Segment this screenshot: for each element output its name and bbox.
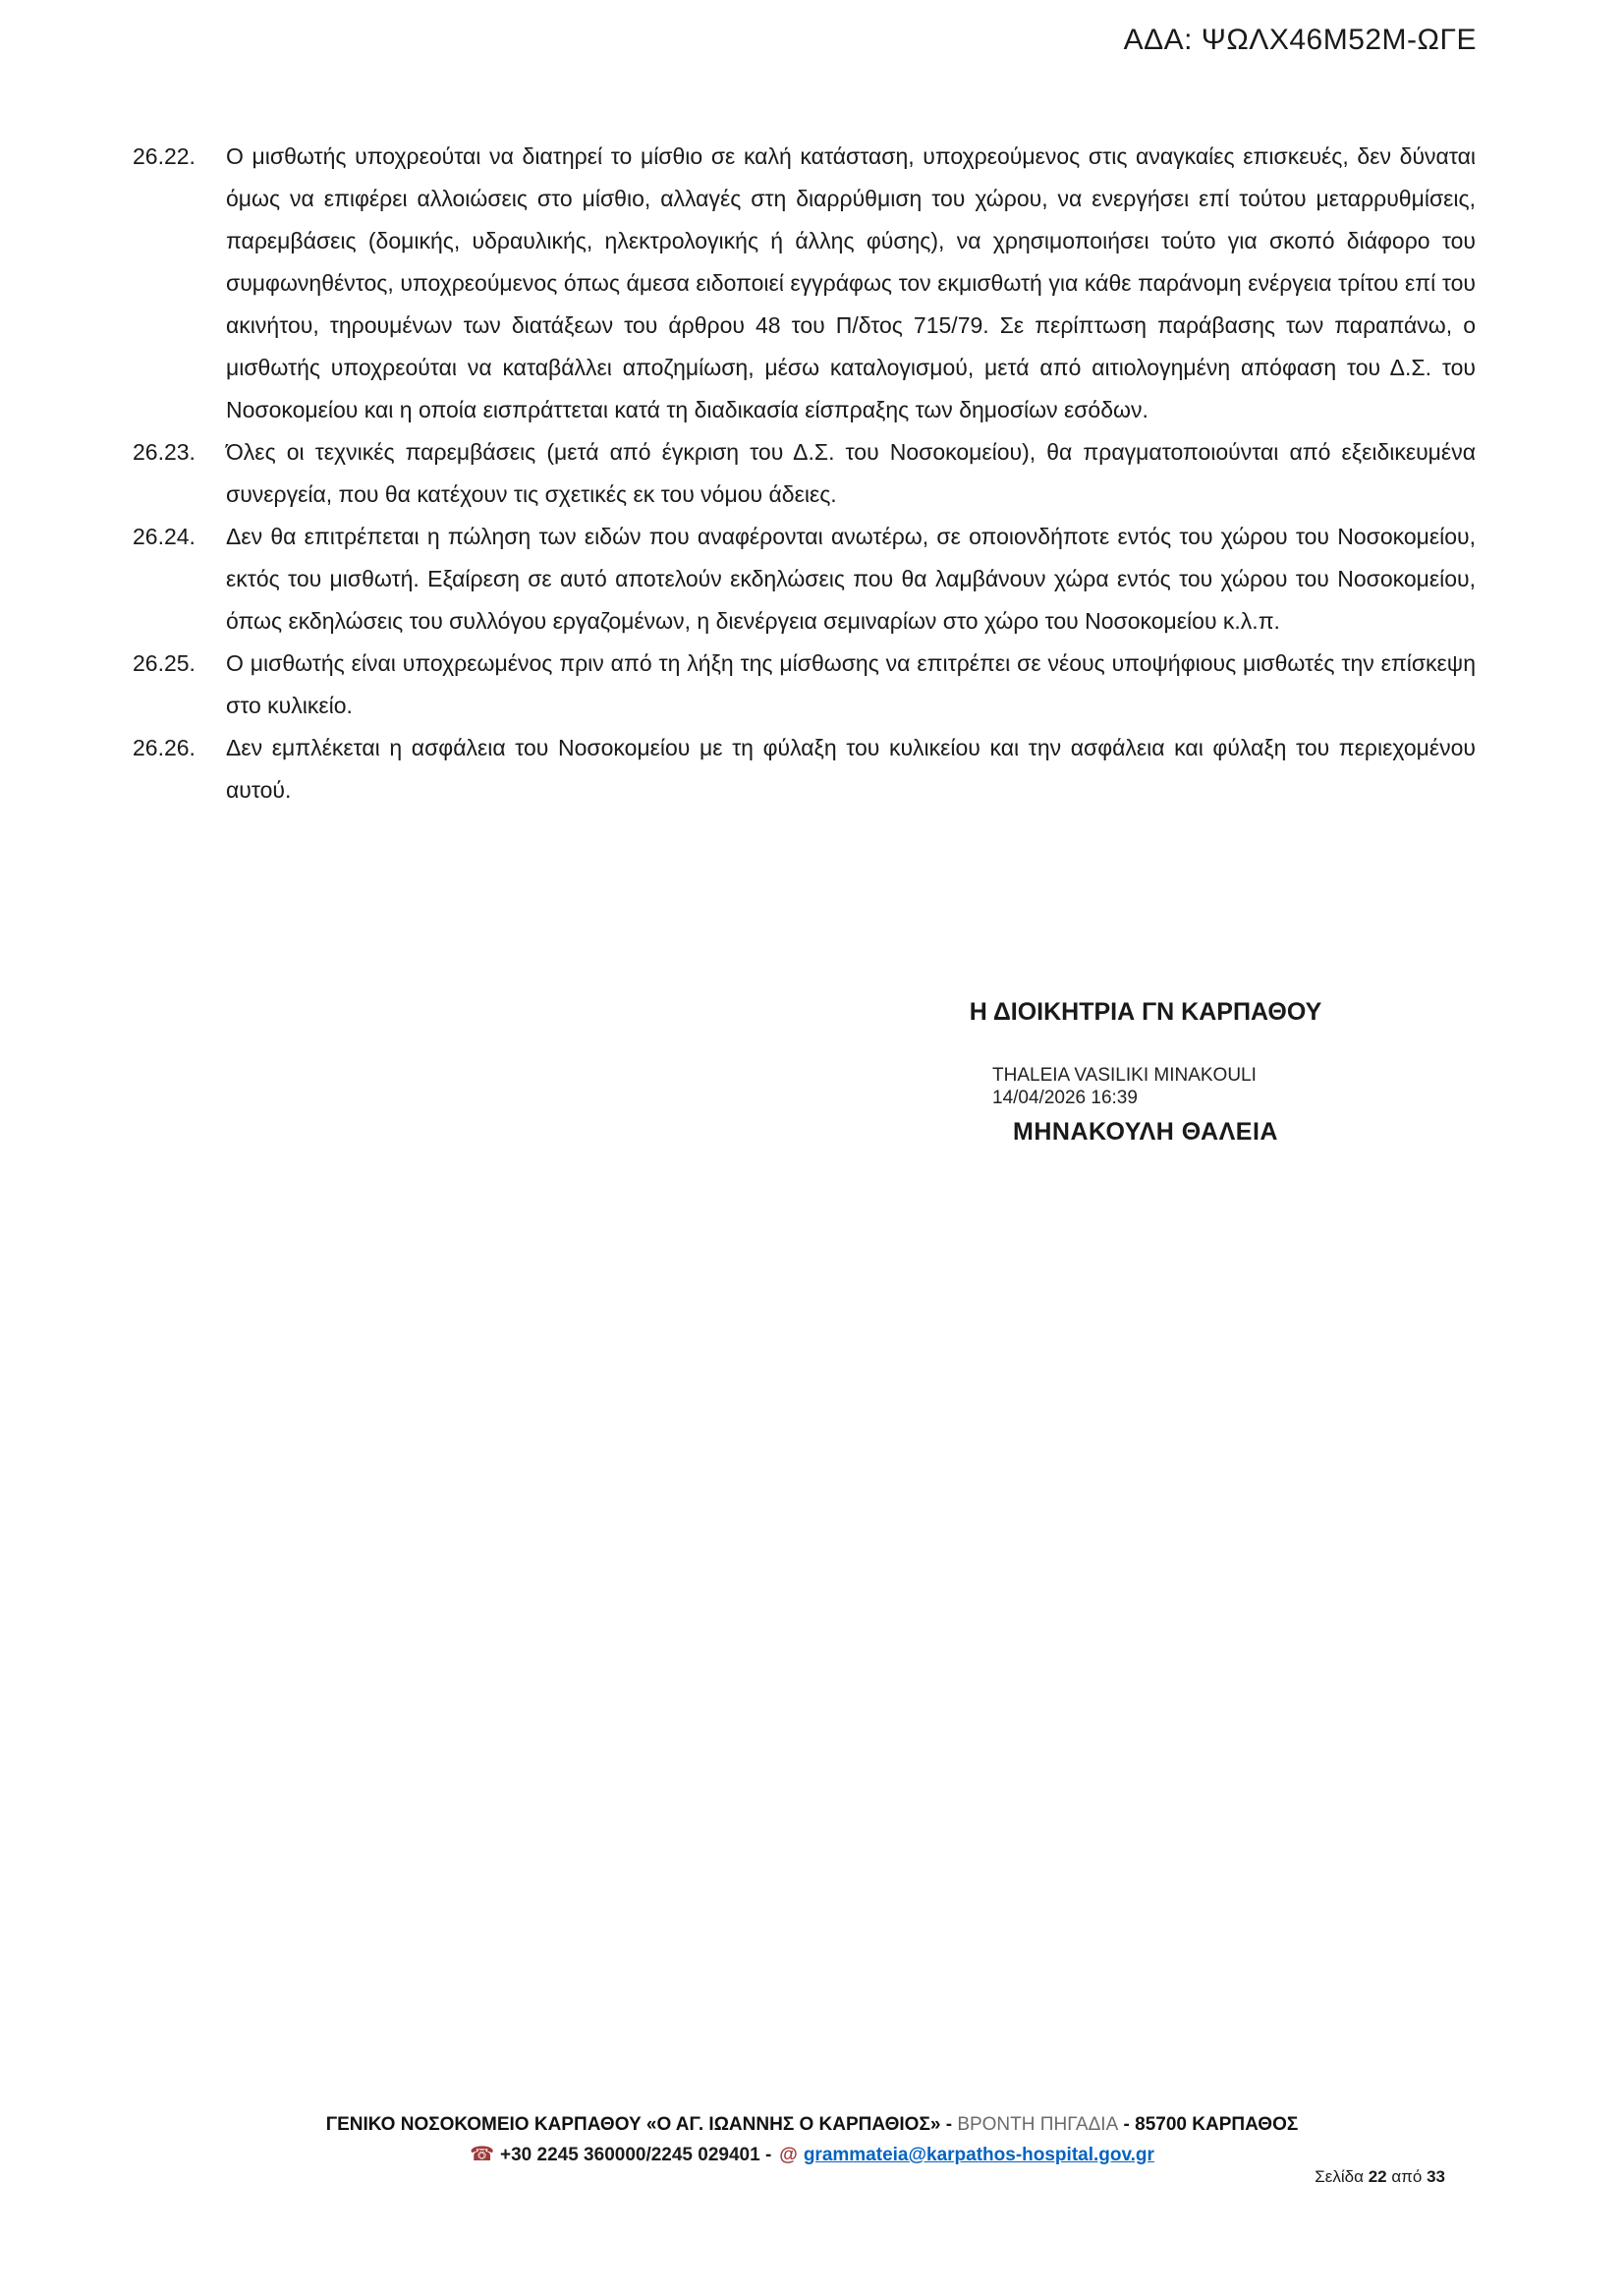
clause-text: Ο μισθωτής υποχρεούται να διατηρεί το μίσθιο σε καλή κατάσταση, υποχρεούμενος στις αναγκαίες επισκευές, δεν δύναται όμως να επιφέρει αλλοιώσεις στο μίσθιο, αλλαγές στη διαρρύθμιση του χώρου, να ενεργήσει επί τούτου μεταρρυθμίσεις, παρεμβάσεις (δομικής, υδραυλικής, ηλεκτρολογικής ή άλλης φύσης), να χρησιμοποιήσει τούτο για σκοπό διάφορο του συμφωνηθέντος, υποχρεούμενος όπως άμεσα ειδοποιεί εγγράφως τον εκμισθωτή για κάθε παράνομη ενέργεια τρίτου επί του ακινήτου, τηρουμένων των διατάξεων του άρθρου 48 του Π/δτος 715/79. Σε περίπτωση παράβασης των παραπάνω, ο μισθωτής υποχρεούται να καταβάλλει αποζημίωση, μέσω καταλογισμού, μετά από αιτιολογημένη απόφαση του Δ.Σ. του Νοσοκομείου και η οποία εισπράττεται κατά τη διαδικασία είσπραξης των δημοσίων εσόδων. xyxy=(226,143,1476,422)
signature-datetime: 14/04/2026 16:39 xyxy=(992,1088,1138,1108)
clause-26-26 xyxy=(133,727,1476,812)
clause-number: 26.24. xyxy=(133,524,196,549)
clause-number: 26.25. xyxy=(133,650,196,676)
page-label: Σελίδα xyxy=(1315,2167,1369,2186)
ada-code-header: ΑΔΑ: ΨΩΛΧ46Μ52Μ-ΩΓΕ xyxy=(1123,24,1477,56)
hospital-location: ΒΡΟΝΤΗ ΠΗΓΑΔΙΑ xyxy=(957,2114,1119,2135)
clause-26-24 xyxy=(133,516,1476,643)
clause-text: Δεν θα επιτρέπεται η πώληση των ειδών που αναφέρονται ανωτέρω, σε οποιονδήποτε εντός του χώρου του Νοσοκομείου, εκτός του μισθωτή. Εξαίρεση σε αυτό αποτελούν εκδηλώσεις που θα λαμβάνουν χώρα εντός του χώρου του Νοσοκομείου, όπως εκδηλώσεις του συλλόγου εργαζομένων, η διενέργεια σεμιναρίων στο χώρο του Νοσοκομείου κ.λ.π. xyxy=(226,524,1476,634)
phone-icon: ☎ xyxy=(470,2144,494,2165)
clause-text: Ο μισθωτής είναι υποχρεωμένος πριν από τη λήξη της μίσθωσης να επιτρέπει σε νέους υποψήφιους μισθωτές την επίσκεψη στο κυλικείο. xyxy=(226,650,1476,718)
page-of-label: από xyxy=(1386,2167,1428,2186)
clause-number: 26.22. xyxy=(133,143,196,169)
page-number xyxy=(1315,2167,1445,2187)
page-current: 22 xyxy=(1368,2167,1387,2186)
clause-text: Δεν εμπλέκεται η ασφάλεια του Νοσοκομείου με τη φύλαξη του κυλικείου και την ασφάλεια και φύλαξη του περιεχομένου αυτού. xyxy=(226,735,1476,803)
at-icon: @ xyxy=(779,2145,798,2165)
email-link[interactable]: grammateia@karpathos-hospital.gov.gr xyxy=(803,2145,1154,2165)
separator: - xyxy=(940,2114,958,2135)
clause-26-22 xyxy=(133,136,1476,431)
signer-role-title: Η ΔΙΟΙΚΗΤΡΙΑ ΓΝ ΚΑΡΠΑΘΟΥ xyxy=(969,998,1322,1026)
hospital-postal: 85700 ΚΑΡΠΑΘΟΣ xyxy=(1135,2114,1299,2135)
page-footer xyxy=(0,2110,1624,2170)
clause-number: 26.26. xyxy=(133,735,196,760)
clause-number: 26.23. xyxy=(133,439,196,465)
signature-block xyxy=(931,998,1360,1147)
clause-26-23 xyxy=(133,431,1476,516)
hospital-name: ΓΕΝΙΚΟ ΝΟΣΟΚΟΜΕΙΟ ΚΑΡΠΑΘΟΥ «Ο ΑΓ. ΙΩΑΝΝΗΣ Ο ΚΑΡΠΑΘΙΟΣ» xyxy=(325,2114,941,2135)
digital-signature-stamp xyxy=(931,1064,1360,1109)
clause-text: Όλες οι τεχνικές παρεμβάσεις (μετά από έγκριση του Δ.Σ. του Νοσοκομείου), θα πραγματοποιούνται από εξειδικευμένα συνεργεία, που θα κατέχουν τις σχετικές εκ του νόμου άδειες. xyxy=(226,439,1476,507)
signer-name-latin: THALEIA VASILIKI MINAKOULI xyxy=(992,1065,1257,1086)
clauses-section xyxy=(133,136,1476,812)
footer-org-line xyxy=(0,2110,1624,2140)
phone-numbers: +30 2245 360000/2245 029401 - xyxy=(500,2145,772,2165)
page-total: 33 xyxy=(1427,2167,1445,2186)
footer-contact-line xyxy=(0,2140,1624,2170)
clause-26-25 xyxy=(133,643,1476,727)
separator: - xyxy=(1118,2114,1136,2135)
signer-name-greek: ΜΗΝΑΚΟΥΛΗ ΘΑΛΕΙΑ xyxy=(1013,1118,1278,1146)
